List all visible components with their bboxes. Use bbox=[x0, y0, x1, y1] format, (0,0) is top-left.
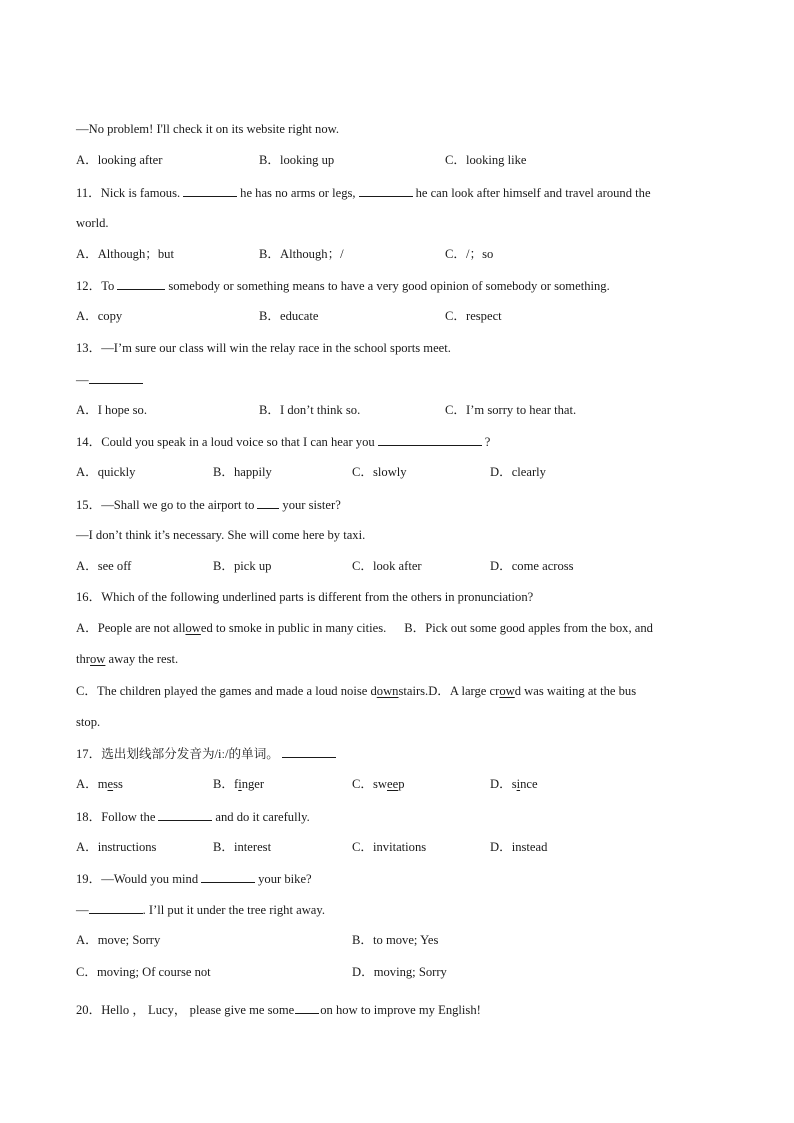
q13-option-c[interactable]: C．I’m sorry to hear that. bbox=[445, 403, 577, 417]
q11-stem bbox=[76, 184, 651, 201]
q16-number: 16． bbox=[76, 590, 102, 604]
q19-blank-2[interactable] bbox=[89, 901, 143, 914]
q13-prompt: —I’m sure our class will win the relay race in the school sports meet. bbox=[101, 341, 451, 355]
q10-option-a[interactable]: A．looking after bbox=[76, 153, 163, 167]
q17-options bbox=[76, 776, 756, 792]
q16-options-line-2 bbox=[76, 651, 178, 667]
q14-option-c[interactable]: C．slowly bbox=[352, 465, 407, 479]
q11-option-c[interactable]: C．/；so bbox=[445, 247, 494, 261]
q11-text-1: Nick is famous. bbox=[100, 186, 181, 200]
q13-stem bbox=[76, 340, 451, 356]
q15-blank[interactable] bbox=[257, 496, 279, 509]
q18-option-c[interactable]: C．invitations bbox=[352, 840, 427, 854]
q19-reply bbox=[76, 901, 325, 918]
q10-reply: —No problem! I'll check it on its website right now. bbox=[76, 122, 340, 136]
q16-option-d[interactable]: D．A large crowd was waiting at the bus bbox=[428, 684, 637, 698]
q19-option-a[interactable]: A．move; Sorry bbox=[76, 933, 161, 947]
q17-option-b[interactable]: B．finger bbox=[213, 777, 265, 791]
q11-stem-cont: world. bbox=[76, 216, 109, 230]
q19-option-b[interactable]: B．to move; Yes bbox=[352, 933, 439, 947]
q15-option-c[interactable]: C．look after bbox=[352, 559, 422, 573]
q18-option-d[interactable]: D．instead bbox=[490, 840, 548, 854]
q12-text-1: To bbox=[101, 279, 115, 293]
q10-option-b[interactable]: B．looking up bbox=[259, 153, 335, 167]
q16-options-line-3 bbox=[76, 683, 636, 699]
q12-blank[interactable] bbox=[117, 277, 165, 290]
q20-blank[interactable] bbox=[295, 1001, 319, 1014]
q14-stem bbox=[76, 433, 490, 450]
q15-text-1: —Shall we go to the airport to bbox=[101, 498, 255, 512]
q19-stem bbox=[76, 870, 312, 887]
q13-blank[interactable] bbox=[89, 371, 143, 384]
q11-blank-1[interactable] bbox=[183, 184, 237, 197]
q14-text-2: ? bbox=[484, 435, 491, 449]
q16-options-line-1 bbox=[76, 620, 653, 636]
q12-number: 12． bbox=[76, 279, 102, 293]
q16-option-c[interactable]: C．The children played the games and made a loud noise downstairs. bbox=[76, 684, 429, 698]
q20-stem bbox=[76, 1001, 481, 1018]
q19-option-c[interactable]: C．moving; Of course not bbox=[76, 965, 211, 979]
q19-option-d[interactable]: D．moving; Sorry bbox=[352, 965, 447, 979]
q15-option-a[interactable]: A．see off bbox=[76, 559, 132, 573]
q18-number: 18． bbox=[76, 810, 102, 824]
q18-options bbox=[76, 839, 756, 855]
q15-options bbox=[76, 558, 756, 574]
q13-options bbox=[76, 402, 756, 418]
q16-option-b-cont[interactable]: throw away the rest. bbox=[76, 652, 179, 666]
q15-option-d[interactable]: D．come across bbox=[490, 559, 574, 573]
q20-text-2: on how to improve my English! bbox=[320, 1003, 481, 1017]
q14-option-a[interactable]: A．quickly bbox=[76, 465, 136, 479]
q13-option-a[interactable]: A．I hope so. bbox=[76, 403, 148, 417]
q14-option-d[interactable]: D．clearly bbox=[490, 465, 546, 479]
q14-options bbox=[76, 464, 756, 480]
q12-stem bbox=[76, 277, 610, 294]
q15-number: 15． bbox=[76, 498, 102, 512]
q15-option-b[interactable]: B．pick up bbox=[213, 559, 272, 573]
q15-text-2: your sister? bbox=[282, 498, 341, 512]
q16-option-b[interactable]: B．Pick out some good apples from the box, and bbox=[404, 621, 653, 635]
q11-blank-2[interactable] bbox=[359, 184, 413, 197]
q18-text-1: Follow the bbox=[101, 810, 156, 824]
q16-stem bbox=[76, 589, 533, 605]
q16-option-d-cont: stop. bbox=[76, 715, 101, 729]
q20-number: 20． bbox=[76, 1003, 102, 1017]
q19-options-row-2 bbox=[76, 964, 756, 980]
q19-reply-text: . I’ll put it under the tree right away. bbox=[142, 903, 326, 917]
q17-option-c[interactable]: C．sweep bbox=[352, 777, 405, 791]
q11-option-b[interactable]: B．Although；/ bbox=[259, 247, 344, 261]
q16-option-a[interactable]: A．People are not allowed to smoke in public in many cities. bbox=[76, 621, 387, 635]
q16-option-c-underlined: own bbox=[376, 684, 399, 698]
q11-option-a[interactable]: A．Although；but bbox=[76, 247, 174, 261]
q14-number: 14． bbox=[76, 435, 102, 449]
q11-options bbox=[76, 246, 756, 262]
q17-blank[interactable] bbox=[282, 745, 336, 758]
q13-reply-dash: — bbox=[76, 373, 89, 387]
q19-text-1: —Would you mind bbox=[101, 872, 199, 886]
q12-option-a[interactable]: A．copy bbox=[76, 309, 123, 323]
q18-text-2: and do it carefully. bbox=[215, 810, 310, 824]
q17-number: 17． bbox=[76, 747, 102, 761]
q19-number: 19． bbox=[76, 872, 102, 886]
q19-reply-dash: — bbox=[76, 903, 89, 917]
q14-text-1: Could you speak in a loud voice so that I can hear you bbox=[101, 435, 375, 449]
q20-text-1: Hello ， Lucy， please give me some bbox=[101, 1003, 295, 1017]
q12-option-c[interactable]: C．respect bbox=[445, 309, 502, 323]
q16-option-b-underlined: ow bbox=[90, 652, 106, 666]
q16-option-d-underlined: ow bbox=[499, 684, 515, 698]
q18-blank[interactable] bbox=[158, 808, 212, 821]
q13-option-b[interactable]: B．I don’t think so. bbox=[259, 403, 361, 417]
q11-text-2: he has no arms or legs, bbox=[240, 186, 356, 200]
q19-text-2: your bike? bbox=[258, 872, 312, 886]
q18-option-a[interactable]: A．instructions bbox=[76, 840, 157, 854]
q13-number: 13． bbox=[76, 341, 102, 355]
q17-stem bbox=[76, 745, 339, 762]
q13-reply bbox=[76, 371, 146, 388]
q17-prompt: 选出划线部分发音为/iː/的单词。 bbox=[101, 747, 279, 761]
q12-options bbox=[76, 308, 756, 324]
q11-text-3: he can look after himself and travel around the bbox=[415, 186, 651, 200]
q14-option-b[interactable]: B．happily bbox=[213, 465, 272, 479]
q10-options bbox=[76, 152, 756, 168]
q17-option-a[interactable]: A．mess bbox=[76, 777, 123, 791]
q14-blank[interactable] bbox=[378, 433, 482, 446]
q12-text-2: somebody or something means to have a very good opinion of somebody or something. bbox=[168, 279, 610, 293]
q10-option-c[interactable]: C．looking like bbox=[445, 153, 527, 167]
q19-options-row-1 bbox=[76, 932, 756, 948]
q11-number: 11． bbox=[76, 186, 101, 200]
q16-option-a-underlined: ow bbox=[185, 621, 201, 635]
q19-blank-1[interactable] bbox=[201, 870, 255, 883]
q15-reply: —I don’t think it’s necessary. She will come here by taxi. bbox=[76, 528, 366, 542]
q17-option-d[interactable]: D．since bbox=[490, 777, 538, 791]
q16-prompt: Which of the following underlined parts is different from the others in pronunciation? bbox=[101, 590, 534, 604]
q12-option-b[interactable]: B．educate bbox=[259, 309, 319, 323]
q18-option-b[interactable]: B．interest bbox=[213, 840, 272, 854]
q18-stem bbox=[76, 808, 310, 825]
q15-stem bbox=[76, 496, 341, 513]
